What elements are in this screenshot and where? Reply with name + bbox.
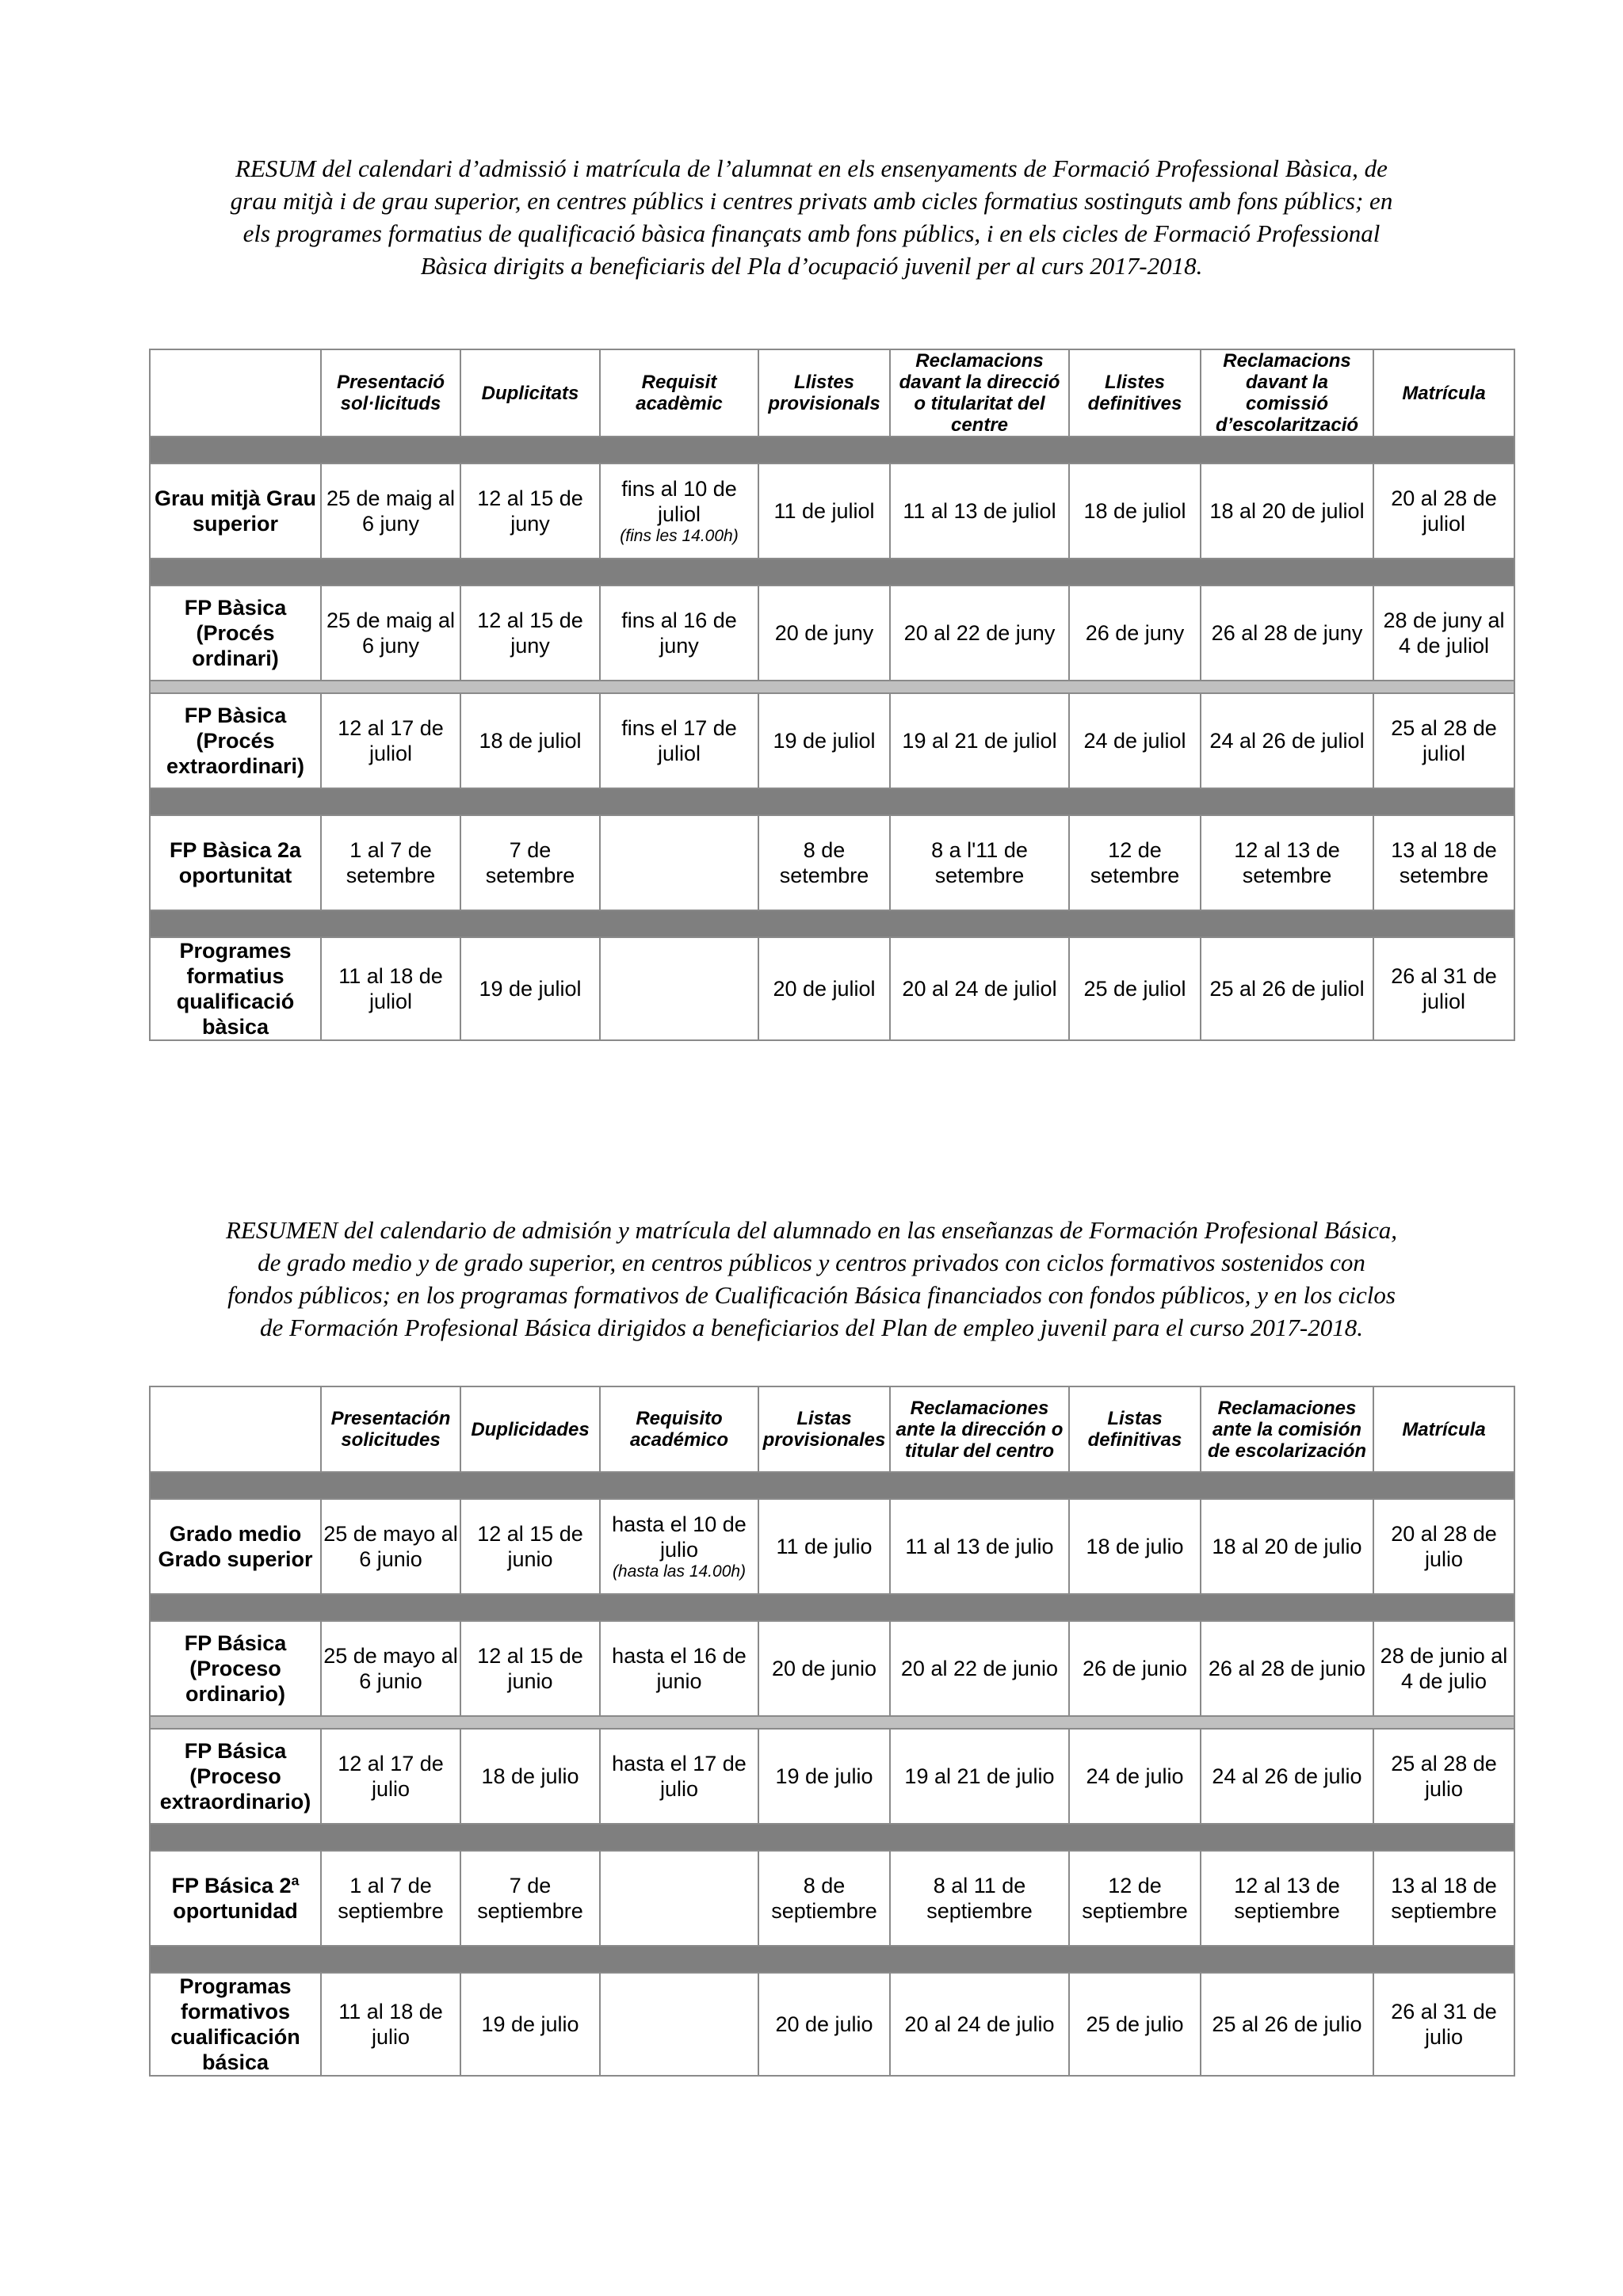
column-header: Llistes provisionals <box>758 349 890 437</box>
cell-text: 20 de junio <box>771 1657 877 1680</box>
date-cell <box>1069 585 1201 681</box>
row-label: Programes formatius qualificació bàsica <box>150 937 321 1040</box>
cell-text: 19 al 21 de julio <box>904 1764 1055 1788</box>
cell-text: 11 al 18 de juliol <box>338 964 443 1013</box>
cell-text: 26 al 28 de juny <box>1211 621 1363 645</box>
cell-text: 11 de juliol <box>773 499 875 523</box>
column-header: Llistes definitives <box>1069 349 1201 437</box>
date-cell <box>890 937 1069 1040</box>
date-cell <box>1373 1973 1514 2076</box>
date-cell <box>1373 463 1514 559</box>
header-corner <box>150 1386 321 1472</box>
date-cell <box>460 463 600 559</box>
separator-bar <box>150 437 1514 463</box>
date-cell <box>600 1499 758 1594</box>
cell-text: 24 al 26 de julio <box>1212 1764 1362 1788</box>
deadline-note: (fins les 14.00h) <box>620 527 739 545</box>
date-cell <box>758 815 890 910</box>
cell-text: 11 de julio <box>776 1535 873 1558</box>
date-cell <box>758 463 890 559</box>
cell-text: 7 de setembre <box>485 838 575 887</box>
column-header: Listas provisionales <box>758 1386 890 1472</box>
row-label: Grau mitjà Grau superior <box>150 463 321 559</box>
separator-row <box>150 681 1514 693</box>
cell-text: hasta el 10 de julio <box>612 1512 747 1562</box>
cell-text: 8 a l'11 de setembre <box>931 838 1028 887</box>
cell-text: 1 al 7 de septiembre <box>338 1874 444 1923</box>
cell-text: 26 al 28 de junio <box>1208 1657 1366 1680</box>
date-cell <box>460 937 600 1040</box>
date-cell <box>1201 693 1373 788</box>
column-header: Requisito académico <box>600 1386 758 1472</box>
heading-line: RESUMEN del calendario de admisión y matrícula del alumnado en las enseñanzas de Formación Profesional Básica, <box>225 1216 1398 1244</box>
cell-text: 12 al 13 de setembre <box>1234 838 1340 887</box>
separator-row <box>150 910 1514 937</box>
date-cell <box>460 585 600 681</box>
cell-text: 25 de maig al 6 juny <box>326 608 456 658</box>
date-cell <box>758 937 890 1040</box>
date-cell <box>890 1499 1069 1594</box>
heading-line: els programes formatius de qualificació bàsica finançats amb fons públics, i en els cicles de Formació Professional <box>242 219 1381 247</box>
date-cell <box>1069 937 1201 1040</box>
cell-text: 19 al 21 de juliol <box>902 729 1057 753</box>
date-cell <box>1373 937 1514 1040</box>
catalan-heading <box>143 152 1480 282</box>
catalan-calendar-table <box>149 349 1515 1041</box>
cell-text: 12 al 15 de juny <box>477 608 583 658</box>
cell-text: 12 al 15 de junio <box>477 1644 583 1693</box>
separator-bar <box>150 1716 1514 1729</box>
cell-text: 25 de maig al 6 juny <box>326 486 456 536</box>
table-row <box>150 1499 1514 1594</box>
cell-text: 12 al 17 de juliol <box>338 716 444 765</box>
cell-text: 25 al 28 de juliol <box>1391 716 1497 765</box>
date-cell <box>321 463 460 559</box>
cell-text: 20 de juny <box>774 621 874 645</box>
row-label: FP Bàsica (Procés extraordinari) <box>150 693 321 788</box>
column-header: Reclamaciones ante la dirección o titular del centro <box>890 1386 1069 1472</box>
date-cell <box>1201 1621 1373 1716</box>
date-cell <box>1069 1499 1201 1594</box>
date-cell <box>890 1851 1069 1946</box>
date-cell <box>600 937 758 1040</box>
cell-text: 12 de septiembre <box>1082 1874 1188 1923</box>
cell-text: 19 de juliol <box>773 729 876 753</box>
column-header: Reclamaciones ante la comisión de escolarización <box>1201 1386 1373 1472</box>
date-cell <box>460 815 600 910</box>
date-cell <box>460 1621 600 1716</box>
cell-text: 11 al 13 de juliol <box>903 499 1056 523</box>
date-cell <box>600 463 758 559</box>
cell-text: 18 de julio <box>481 1764 579 1788</box>
date-cell <box>758 1729 890 1824</box>
date-cell <box>890 1973 1069 2076</box>
date-cell <box>1373 585 1514 681</box>
heading-line: grau mitjà i de grau superior, en centres públics i centres privats amb cicles formatius sostinguts amb fons públics; en <box>230 187 1393 215</box>
date-cell <box>890 1621 1069 1716</box>
cell-text: 19 de juliol <box>479 977 582 1001</box>
separator-bar <box>150 1472 1514 1499</box>
cell-text: 20 al 22 de juny <box>903 621 1056 645</box>
cell-text: 12 al 15 de juny <box>477 486 583 536</box>
date-cell <box>321 1621 460 1716</box>
cell-text: 18 de juliol <box>479 729 582 753</box>
date-cell <box>758 1499 890 1594</box>
cell-text: 12 al 17 de julio <box>338 1752 444 1801</box>
table-row <box>150 1621 1514 1716</box>
date-cell <box>600 693 758 788</box>
cell-text: 26 al 31 de julio <box>1391 2000 1497 2049</box>
column-header: Matrícula <box>1373 1386 1514 1472</box>
cell-text: fins al 10 de juliol <box>621 477 737 526</box>
cell-text: 24 de julio <box>1086 1764 1184 1788</box>
cell-text: hasta el 16 de junio <box>612 1644 747 1693</box>
cell-text: hasta el 17 de julio <box>612 1752 747 1801</box>
heading-line: fondos públicos; en los programas formativos de Cualificación Básica financiados con fondos públicos, y en los ciclos <box>227 1281 1396 1309</box>
cell-text: 1 al 7 de setembre <box>346 838 436 887</box>
separator-bar <box>150 1594 1514 1621</box>
date-cell <box>600 1973 758 2076</box>
date-cell <box>1201 815 1373 910</box>
header-row <box>150 349 1514 437</box>
cell-text: 26 al 31 de juliol <box>1391 964 1497 1013</box>
cell-text: 12 al 13 de septiembre <box>1234 1874 1340 1923</box>
cell-text: 18 de julio <box>1086 1535 1184 1558</box>
separator-bar <box>150 788 1514 815</box>
date-cell <box>1069 1973 1201 2076</box>
date-cell <box>321 1499 460 1594</box>
row-label: FP Básica (Proceso ordinario) <box>150 1621 321 1716</box>
date-cell <box>890 1729 1069 1824</box>
cell-text: 20 al 24 de julio <box>904 2012 1055 2036</box>
column-header: Presentació sol·licituds <box>321 349 460 437</box>
separator-row <box>150 437 1514 463</box>
date-cell <box>1069 693 1201 788</box>
heading-line: de Formación Profesional Básica dirigidos a beneficiarios del Plan de empleo juvenil para el curso 2017-2018. <box>260 1314 1363 1341</box>
cell-text: 12 de setembre <box>1090 838 1180 887</box>
date-cell <box>890 585 1069 681</box>
cell-text: 13 al 18 de setembre <box>1391 838 1497 887</box>
table-row <box>150 693 1514 788</box>
cell-text: 25 al 26 de juliol <box>1209 977 1365 1001</box>
cell-text: 25 de mayo al 6 junio <box>323 1522 458 1571</box>
date-cell <box>1373 815 1514 910</box>
cell-text: 25 de juliol <box>1083 977 1186 1001</box>
cell-text: 18 al 20 de juliol <box>1209 499 1365 523</box>
separator-bar <box>150 910 1514 937</box>
separator-row <box>150 559 1514 585</box>
date-cell <box>1201 1851 1373 1946</box>
deadline-note: (hasta las 14.00h) <box>612 1562 747 1581</box>
table-row <box>150 1851 1514 1946</box>
date-cell <box>1069 1851 1201 1946</box>
column-header: Presentación solicitudes <box>321 1386 460 1472</box>
date-cell <box>1201 937 1373 1040</box>
table-row <box>150 815 1514 910</box>
date-cell <box>890 463 1069 559</box>
date-cell <box>321 585 460 681</box>
row-label: Programas formativos cualificación básica <box>150 1973 321 2076</box>
date-cell <box>600 815 758 910</box>
column-header: Reclamacions davant la direcció o titularitat del centre <box>890 349 1069 437</box>
date-cell <box>758 693 890 788</box>
table-row <box>150 585 1514 681</box>
column-header: Matrícula <box>1373 349 1514 437</box>
date-cell <box>460 1851 600 1946</box>
separator-row <box>150 1594 1514 1621</box>
cell-text: fins el 17 de juliol <box>621 716 737 765</box>
cell-text: 25 de mayo al 6 junio <box>323 1644 458 1693</box>
cell-text: 19 de julio <box>481 2012 579 2036</box>
cell-text: 20 de juliol <box>773 977 876 1001</box>
cell-text: 18 al 20 de julio <box>1212 1535 1362 1558</box>
cell-text: 18 de juliol <box>1083 499 1186 523</box>
date-cell <box>1201 463 1373 559</box>
date-cell <box>1373 693 1514 788</box>
heading-line: RESUM del calendari d’admissió i matrícula de l’alumnat en els ensenyaments de Formació Professional Bàsica, de <box>235 154 1388 182</box>
separator-bar <box>150 559 1514 585</box>
separator-row <box>150 1472 1514 1499</box>
row-label: FP Básica (Proceso extraordinario) <box>150 1729 321 1824</box>
cell-text: 24 al 26 de juliol <box>1209 729 1365 753</box>
date-cell <box>460 693 600 788</box>
cell-text: 7 de septiembre <box>477 1874 583 1923</box>
column-header: Duplicidades <box>460 1386 600 1472</box>
date-cell <box>1201 1499 1373 1594</box>
column-header: Listas definitivas <box>1069 1386 1201 1472</box>
date-cell <box>321 937 460 1040</box>
cell-text: 20 de julio <box>775 2012 873 2036</box>
date-cell <box>460 1973 600 2076</box>
cell-text: 25 al 28 de julio <box>1391 1752 1497 1801</box>
cell-text: 20 al 22 de junio <box>900 1657 1059 1680</box>
date-cell <box>321 1851 460 1946</box>
date-cell <box>600 1729 758 1824</box>
date-cell <box>321 815 460 910</box>
column-header: Requisit acadèmic <box>600 349 758 437</box>
heading-line: de grado medio y de grado superior, en centros públicos y centros privados con ciclos formativos sostenidos con <box>258 1249 1365 1276</box>
cell-text: 13 al 18 de septiembre <box>1391 1874 1497 1923</box>
cell-text: 19 de julio <box>775 1764 873 1788</box>
date-cell <box>758 1621 890 1716</box>
spanish-heading <box>143 1214 1480 1344</box>
separator-bar <box>150 1946 1514 1973</box>
cell-text: 28 de juny al 4 de juliol <box>1383 608 1505 658</box>
date-cell <box>758 585 890 681</box>
header-row <box>150 1386 1514 1472</box>
date-cell <box>321 1973 460 2076</box>
cell-text: 25 al 26 de julio <box>1212 2012 1362 2036</box>
cell-text: 8 al 11 de septiembre <box>926 1874 1033 1923</box>
cell-text: 28 de junio al 4 de julio <box>1380 1644 1508 1693</box>
column-header: Duplicitats <box>460 349 600 437</box>
cell-text: 12 al 15 de junio <box>477 1522 583 1571</box>
date-cell <box>1373 1729 1514 1824</box>
cell-text: fins al 16 de juny <box>621 608 737 658</box>
separator-row <box>150 1946 1514 1973</box>
date-cell <box>758 1851 890 1946</box>
date-cell <box>460 1729 600 1824</box>
spanish-calendar-table <box>149 1386 1515 2077</box>
date-cell <box>1373 1621 1514 1716</box>
separator-bar <box>150 1824 1514 1851</box>
date-cell <box>600 585 758 681</box>
row-label: FP Bàsica (Procés ordinari) <box>150 585 321 681</box>
date-cell <box>1069 1729 1201 1824</box>
cell-text: 25 de julio <box>1086 2012 1184 2036</box>
date-cell <box>321 693 460 788</box>
column-header: Reclamacions davant la comissió d’escolarització <box>1201 349 1373 437</box>
date-cell <box>890 815 1069 910</box>
cell-text: 8 de septiembre <box>771 1874 877 1923</box>
cell-text: 11 al 13 de julio <box>905 1535 1054 1558</box>
row-label: FP Bàsica 2a oportunitat <box>150 815 321 910</box>
separator-row <box>150 788 1514 815</box>
table-row <box>150 937 1514 1040</box>
table-row <box>150 1973 1514 2076</box>
date-cell <box>600 1621 758 1716</box>
date-cell <box>758 1973 890 2076</box>
date-cell <box>1069 815 1201 910</box>
row-label: Grado medio Grado superior <box>150 1499 321 1594</box>
separator-bar <box>150 681 1514 693</box>
cell-text: 11 al 18 de julio <box>338 2000 443 2049</box>
date-cell <box>460 1499 600 1594</box>
date-cell <box>1201 1973 1373 2076</box>
cell-text: 26 de junio <box>1082 1657 1188 1680</box>
date-cell <box>1373 1851 1514 1946</box>
date-cell <box>1201 585 1373 681</box>
cell-text: 20 al 28 de juliol <box>1391 486 1497 536</box>
cell-text: 24 de juliol <box>1083 729 1186 753</box>
cell-text: 26 de juny <box>1085 621 1185 645</box>
header-corner <box>150 349 321 437</box>
separator-row <box>150 1824 1514 1851</box>
cell-text: 20 al 24 de juliol <box>902 977 1057 1001</box>
date-cell <box>1069 1621 1201 1716</box>
cell-text: 8 de setembre <box>779 838 869 887</box>
cell-text: 20 al 28 de julio <box>1391 1522 1497 1571</box>
table-row <box>150 463 1514 559</box>
date-cell <box>1373 1499 1514 1594</box>
row-label: FP Básica 2ª oportunidad <box>150 1851 321 1946</box>
date-cell <box>890 693 1069 788</box>
date-cell <box>1201 1729 1373 1824</box>
heading-line: Bàsica dirigits a beneficiaris del Pla d’ocupació juvenil per al curs 2017-2018. <box>420 252 1203 280</box>
date-cell <box>600 1851 758 1946</box>
date-cell <box>1069 463 1201 559</box>
separator-row <box>150 1716 1514 1729</box>
table-row <box>150 1729 1514 1824</box>
date-cell <box>321 1729 460 1824</box>
